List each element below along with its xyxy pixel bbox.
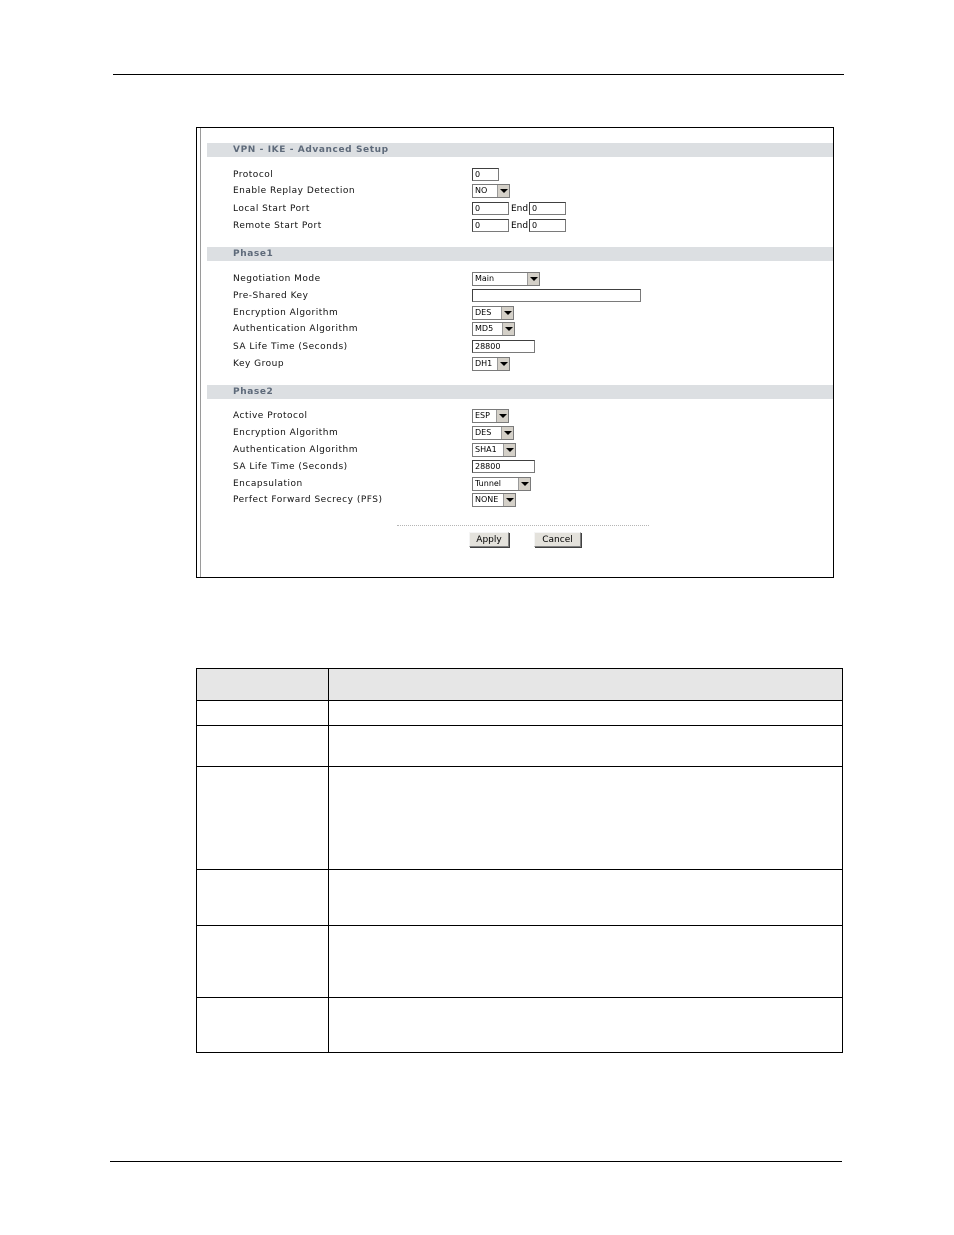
encapsulation-value: Tunnel <box>475 479 502 488</box>
phase2-encryption-value: DES <box>475 428 492 437</box>
phase1-sa-lifetime-input[interactable]: 28800 <box>472 340 535 353</box>
local-end-port-input[interactable]: 0 <box>529 202 566 215</box>
apply-button[interactable]: Apply <box>469 532 509 547</box>
encapsulation-label: Encapsulation <box>233 479 303 489</box>
chevron-down-icon <box>503 444 515 456</box>
section-header-phase1: Phase1 <box>207 247 833 261</box>
key-group-value: DH1 <box>475 359 493 368</box>
phase2-authentication-select[interactable] <box>472 443 516 457</box>
phase2-authentication-value: SHA1 <box>475 445 497 454</box>
chevron-down-icon <box>497 185 509 197</box>
phase2-sa-lifetime-label: SA Life Time (Seconds) <box>233 462 348 472</box>
negotiation-mode-select[interactable] <box>472 272 540 286</box>
active-protocol-value: ESP <box>475 411 490 420</box>
key-group-select[interactable] <box>472 357 510 371</box>
phase1-encryption-select[interactable] <box>472 306 514 320</box>
replay-detection-value: NO <box>475 186 488 195</box>
remote-end-label: End <box>511 221 529 231</box>
chevron-down-icon <box>501 427 513 439</box>
pre-shared-key-label: Pre-Shared Key <box>233 291 309 301</box>
chevron-down-icon <box>497 358 509 370</box>
encapsulation-select[interactable] <box>472 477 531 491</box>
table-column-divider <box>328 669 329 1052</box>
cancel-button[interactable]: Cancel <box>534 532 581 547</box>
field-description-table <box>196 668 843 1053</box>
phase1-authentication-label: Authentication Algorithm <box>233 324 359 334</box>
local-end-label: End <box>511 204 529 214</box>
protocol-input[interactable]: 0 <box>472 168 499 181</box>
chevron-down-icon <box>502 323 514 335</box>
pfs-select[interactable] <box>472 493 516 507</box>
phase1-authentication-value: MD5 <box>475 324 494 333</box>
protocol-label: Protocol <box>233 170 274 180</box>
local-start-port-label: Local Start Port <box>233 204 310 214</box>
phase2-authentication-label: Authentication Algorithm <box>233 445 359 455</box>
remote-start-port-label: Remote Start Port <box>233 221 322 231</box>
phase2-sa-lifetime-input[interactable]: 28800 <box>472 460 535 473</box>
pfs-label: Perfect Forward Secrecy (PFS) <box>233 495 383 505</box>
chevron-down-icon <box>501 307 513 319</box>
table-row <box>197 997 842 998</box>
table-header-row <box>197 669 842 700</box>
active-protocol-label: Active Protocol <box>233 411 308 421</box>
phase2-encryption-label: Encryption Algorithm <box>233 428 339 438</box>
table-row <box>197 925 842 926</box>
active-protocol-select[interactable] <box>472 409 509 423</box>
phase1-sa-lifetime-label: SA Life Time (Seconds) <box>233 342 348 352</box>
table-row <box>197 869 842 870</box>
phase1-encryption-value: DES <box>475 308 492 317</box>
replay-detection-label: Enable Replay Detection <box>233 186 356 196</box>
remote-start-port-input[interactable]: 0 <box>472 219 509 232</box>
chevron-down-icon <box>527 273 539 285</box>
negotiation-mode-value: Main <box>475 274 495 283</box>
table-row <box>197 725 842 726</box>
chevron-down-icon <box>518 478 530 490</box>
phase1-encryption-label: Encryption Algorithm <box>233 308 339 318</box>
pfs-value: NONE <box>475 495 499 504</box>
chevron-down-icon <box>496 410 508 422</box>
table-row <box>197 700 842 701</box>
replay-detection-select[interactable] <box>472 184 510 198</box>
button-divider <box>397 525 649 526</box>
key-group-label: Key Group <box>233 359 285 369</box>
footer-rule <box>110 1161 842 1162</box>
negotiation-mode-label: Negotiation Mode <box>233 274 321 284</box>
vpn-ike-advanced-setup-panel <box>196 127 834 578</box>
table-row <box>197 766 842 767</box>
header-rule <box>113 74 844 75</box>
remote-end-port-input[interactable]: 0 <box>529 219 566 232</box>
section-header-advanced: VPN - IKE - Advanced Setup <box>207 143 833 157</box>
local-start-port-input[interactable]: 0 <box>472 202 509 215</box>
phase1-authentication-select[interactable] <box>472 322 515 336</box>
phase2-encryption-select[interactable] <box>472 426 514 440</box>
chevron-down-icon <box>503 494 515 506</box>
pre-shared-key-input[interactable] <box>472 289 641 302</box>
section-header-phase2: Phase2 <box>207 385 833 399</box>
